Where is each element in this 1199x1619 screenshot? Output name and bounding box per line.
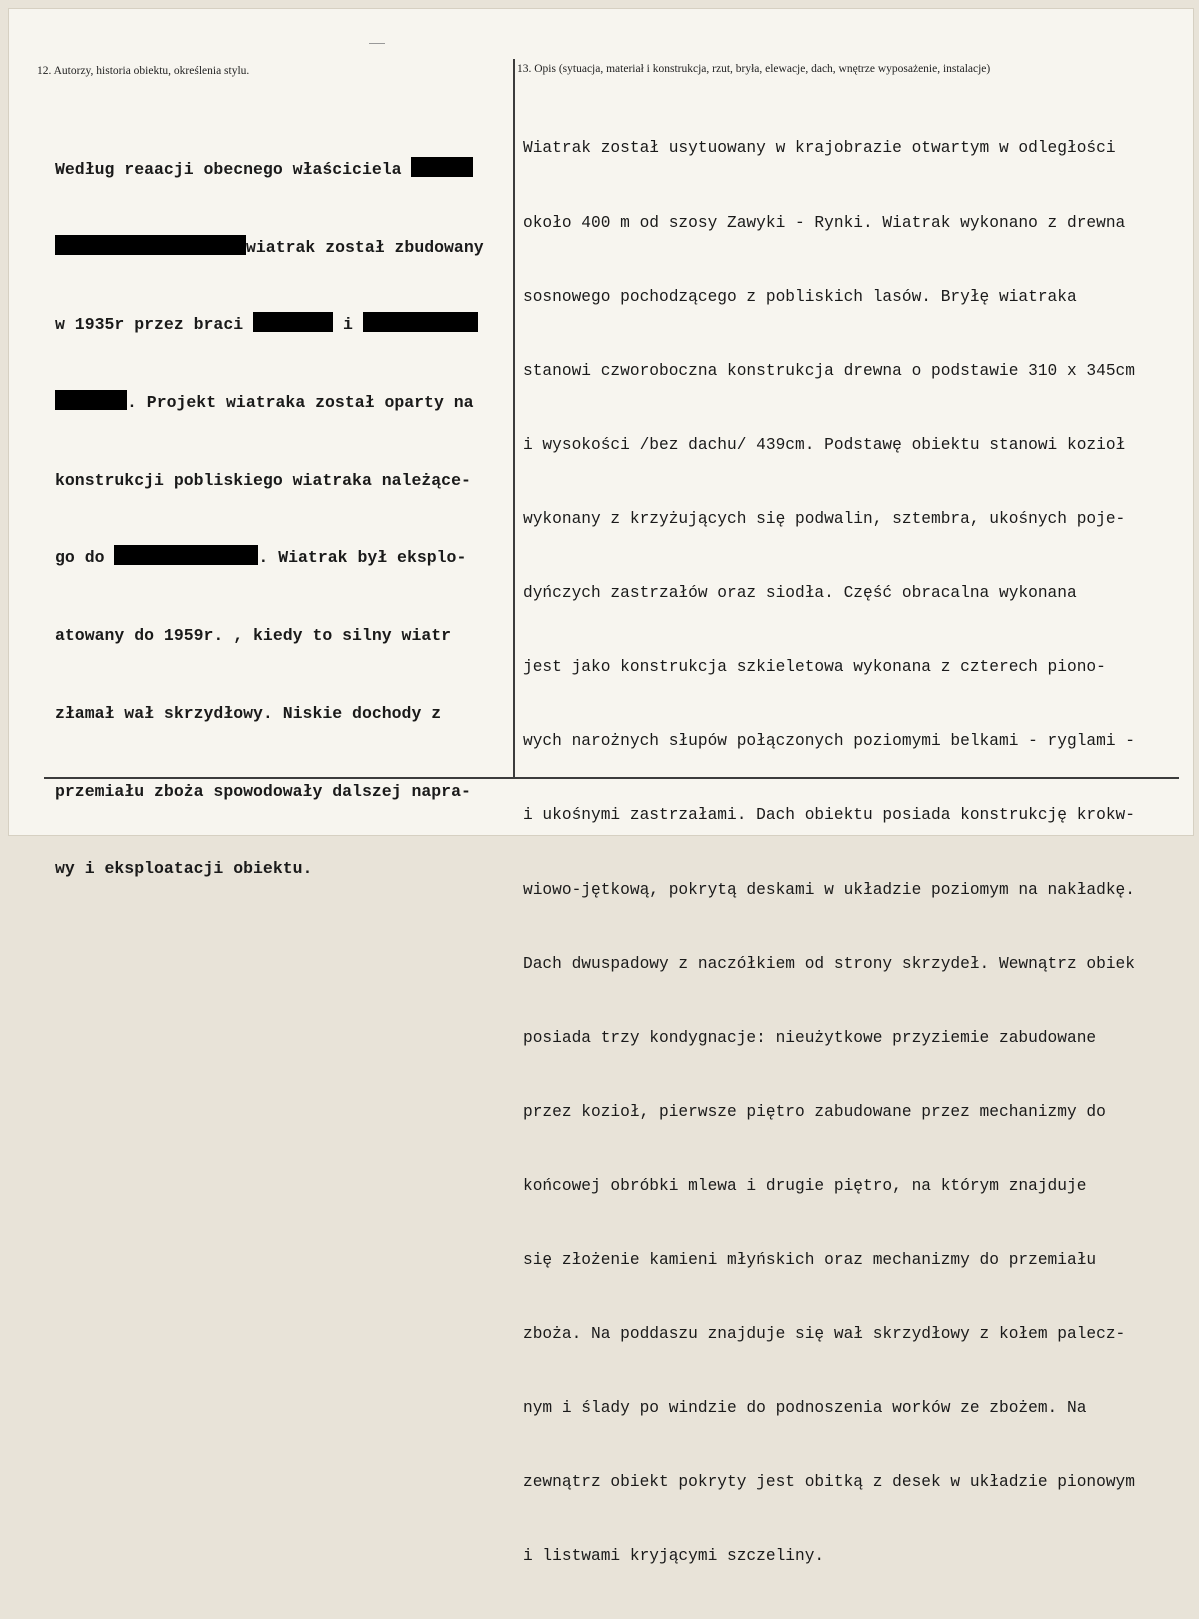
- text-line: końcowej obróbki mlewa i drugie piętro, na którym znajduje: [523, 1176, 1087, 1195]
- pencil-mark: [369, 43, 385, 44]
- line-text: konstrukcji pobliskiego wiatraka należące-: [55, 470, 471, 490]
- section-13-heading: 13. Opis (sytuacja, materiał i konstrukcja, rzut, bryła, elewacje, dach, wnętrze wyposażenie, instalacje): [517, 63, 991, 75]
- text-line: nym i ślady po windzie do podnoszenia worków ze zbożem. Na: [523, 1399, 1087, 1418]
- text-line: dyńczych zastrzałów oraz siodła. Część obracalna wykonana: [523, 584, 1077, 603]
- text-line: [55, 390, 484, 416]
- text-line: posiada trzy kondygnacje: nieużytkowe przyziemie zabudowane: [523, 1028, 1097, 1047]
- text-line: wiowo-jętkową, pokrytą deskami w układzie poziomym na nakładkę.: [523, 880, 1135, 899]
- text-line: stanowi czworoboczna konstrukcja drewna o podstawie 310 x 345cm: [523, 361, 1135, 380]
- text-line: [55, 157, 484, 183]
- redaction-box: [114, 545, 258, 565]
- text-line: [55, 545, 484, 571]
- line-text: i: [333, 315, 363, 335]
- section-12-text: [55, 105, 484, 934]
- line-text: wiatrak został zbudowany: [246, 237, 484, 257]
- line-text: Według reaacji obecnego właściciela: [55, 159, 412, 179]
- text-line: wych narożnych słupów połączonych poziomymi belkami - ryglami -: [523, 732, 1135, 751]
- text-line: i wysokości /bez dachu/ 439cm. Podstawę obiektu stanowi kozioł: [523, 435, 1126, 454]
- text-line: Wiatrak został usytuowany w krajobrazie otwartym w odległości: [523, 139, 1116, 158]
- redaction-box: [253, 312, 333, 332]
- text-line: zboża. Na poddaszu znajduje się wał skrzydłowy z kołem palecz-: [523, 1325, 1126, 1344]
- redaction-box: [411, 157, 473, 177]
- text-line: i listwami kryjącymi szczeliny.: [523, 1547, 825, 1566]
- line-text: . Projekt wiatraka został oparty na: [127, 392, 474, 412]
- redaction-box: [55, 390, 127, 410]
- text-line: [55, 468, 484, 494]
- text-line: około 400 m od szosy Zawyki - Rynki. Wiatrak wykonano z drewna: [523, 213, 1126, 232]
- text-line: i ukośnymi zastrzałami. Dach obiektu posiada konstrukcję krokw-: [523, 806, 1135, 825]
- line-text: przemiału zboża spowodowały dalszej napra-: [55, 781, 471, 801]
- text-line: [55, 623, 484, 649]
- text-line: wykonany z krzyżujących się podwalin, sztembra, ukośnych poje-: [523, 509, 1126, 528]
- redaction-box: [55, 235, 246, 255]
- text-line: Dach dwuspadowy z naczółkiem od strony skrzydeł. Wewnątrz obiek: [523, 954, 1135, 973]
- text-line: [55, 701, 484, 727]
- text-line: [55, 779, 484, 805]
- text-line: sosnowego pochodzącego z pobliskich lasów. Bryłę wiatraka: [523, 287, 1077, 306]
- line-text: atowany do 1959r. , kiedy to silny wiatr: [55, 626, 452, 646]
- text-line: przez kozioł, pierwsze piętro zabudowane przez mechanizmy do: [523, 1102, 1106, 1121]
- section-12-heading: 12. Autorzy, historia obiektu, określenia stylu.: [37, 65, 250, 77]
- redaction-box: [363, 312, 478, 332]
- line-text: . Wiatrak był eksplo-: [258, 548, 467, 568]
- text-line: [55, 312, 484, 338]
- text-line: zewnątrz obiekt pokryty jest obitką z desek w układzie pionowym: [523, 1473, 1135, 1492]
- text-line: się złożenie kamieni młyńskich oraz mechanizmy do przemiału: [523, 1251, 1097, 1270]
- section-13-text: [523, 87, 1135, 1619]
- line-text: złamał wał skrzydłowy. Niskie dochody z: [55, 703, 442, 723]
- text-line: jest jako konstrukcja szkieletowa wykonana z czterech piono-: [523, 658, 1106, 677]
- column-divider: [513, 59, 515, 777]
- text-line: [55, 235, 484, 261]
- line-text: go do: [55, 548, 115, 568]
- text-line: [55, 856, 484, 882]
- line-text: wy i eksploatacji obiektu.: [55, 859, 313, 879]
- record-card: [8, 8, 1194, 1566]
- line-text: w 1935r przez braci: [55, 315, 254, 335]
